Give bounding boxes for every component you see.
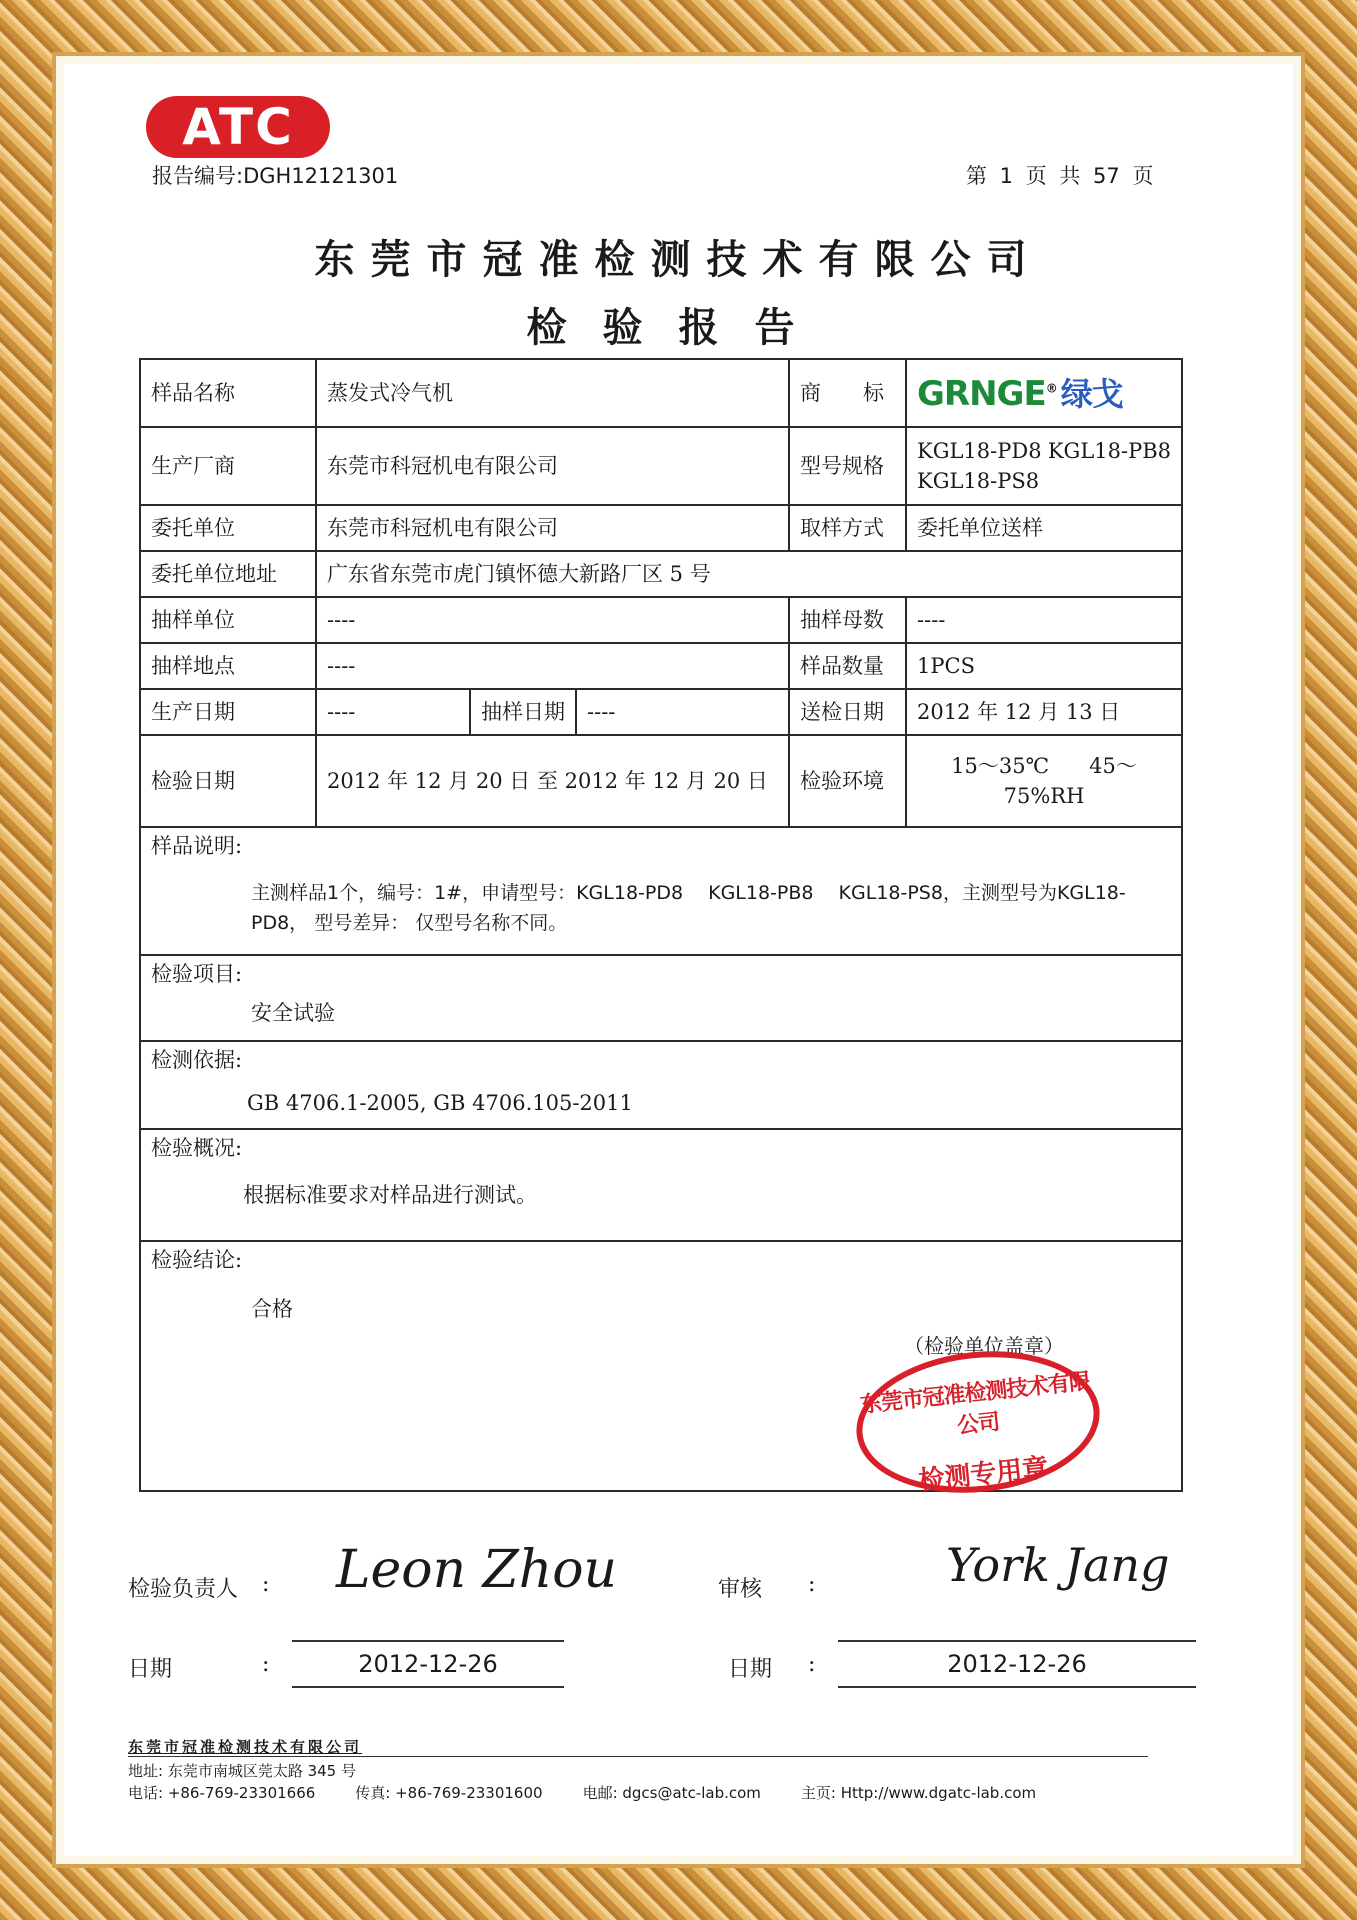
sample-desc-label: 样品说明: [151, 834, 243, 858]
reviewer-signature-line [838, 1640, 1196, 1642]
table-row [140, 359, 1182, 427]
brand-logo-cn: 绿戈 [1060, 374, 1123, 413]
table-row [140, 597, 1182, 643]
inspector-date-colon: : [262, 1652, 270, 1677]
footer-email: 电邮: dgcs@atc-lab.com [582, 1784, 761, 1802]
report-number [152, 160, 398, 190]
footer-contacts [128, 1782, 1036, 1803]
table-row [140, 505, 1182, 551]
company-title: 东莞市冠准检测技术有限公司 [314, 236, 1043, 283]
test-date-value: 2012 年 12 月 20 日 至 2012 年 12 月 20 日 [316, 735, 789, 827]
environment-label: 检验环境 [789, 735, 906, 827]
table-row [140, 955, 1182, 1041]
table-row [140, 735, 1182, 827]
inspector-date-label: 日期 [128, 1657, 173, 1682]
reviewer-date-line [838, 1686, 1196, 1688]
footer-website: 主页: Http://www.dgatc-lab.com [800, 1784, 1037, 1802]
model-row [917, 436, 1171, 466]
table-row [140, 689, 1182, 735]
production-date-value: ---- [316, 689, 470, 735]
report-title: 检验报告 [526, 304, 831, 351]
brand-label: 商 标 [789, 359, 906, 427]
sample-name-value: 蒸发式冷气机 [316, 359, 789, 427]
footer-address: 地址: 东莞市南城区莞太路 345 号 [128, 1762, 356, 1780]
sampling-method-label: 取样方式 [789, 505, 906, 551]
model-3: KGL18-PS8 [917, 469, 1040, 493]
test-basis-label: 检测依据: [151, 1048, 243, 1072]
manufacturer-label: 生产厂商 [140, 427, 316, 505]
atc-logo: ATC [146, 96, 330, 158]
inspector-date: 2012-12-26 [358, 1650, 498, 1678]
seal-bottom-text: 检测专用章 [917, 1452, 1050, 1497]
table-row [140, 1129, 1182, 1241]
manufacturer-value: 东莞市科冠机电有限公司 [316, 427, 789, 505]
table-row [140, 643, 1182, 689]
sampling-method-value: 委托单位送样 [906, 505, 1182, 551]
inspector-date-line [292, 1686, 564, 1688]
reviewer-date: 2012-12-26 [947, 1650, 1087, 1678]
brand-logo-reg: ® [1045, 381, 1057, 396]
environment-rh: 45～75%RH [1003, 754, 1137, 808]
overview-label: 检验概况: [151, 1136, 243, 1160]
sampling-base-label: 抽样母数 [789, 597, 906, 643]
reviewer-label: 审核 [718, 1577, 763, 1602]
sampling-place-value: ---- [316, 643, 789, 689]
test-items-cell [140, 955, 1182, 1041]
sample-qty-value: 1PCS [906, 643, 1182, 689]
client-address-value: 广东省东莞市虎门镇怀德大新路厂区 5 号 [316, 551, 1182, 597]
brand-logo [917, 374, 1123, 414]
sampling-place-label: 抽样地点 [140, 643, 316, 689]
reviewer-colon: : [808, 1572, 816, 1597]
seal-top-text: 东莞市冠准检测技术有限公司 [858, 1369, 1092, 1440]
reviewer-date-label: 日期 [728, 1657, 773, 1682]
inspector-signature-line [292, 1640, 564, 1642]
client-address-label: 委托单位地址 [140, 551, 316, 597]
model-label: 型号规格 [789, 427, 906, 505]
environment-value [906, 735, 1182, 827]
reviewer-date-colon: : [808, 1652, 816, 1677]
production-date-label: 生产日期 [140, 689, 316, 735]
sampling-date-label: 抽样日期 [470, 689, 576, 735]
reviewer-signature: York Jang [946, 1538, 1170, 1592]
sampling-unit-label: 抽样单位 [140, 597, 316, 643]
inspector-colon: : [262, 1572, 270, 1597]
sample-name-label: 样品名称 [140, 359, 316, 427]
sampling-date-value: ---- [576, 689, 789, 735]
model-2: KGL18-PB8 [1047, 439, 1172, 463]
test-items-label: 检验项目: [151, 962, 243, 986]
report-number-value: DGH12121301 [243, 164, 399, 188]
test-basis-value: GB 4706.1-2005, GB 4706.105-2011 [247, 1091, 633, 1115]
footer-fax: 传真: +86-769-23301600 [355, 1784, 543, 1802]
report-number-label: 报告编号: [152, 164, 244, 188]
conclusion-value: 合格 [251, 1297, 293, 1321]
table-row [140, 827, 1182, 955]
overview-value: 根据标准要求对样品进行测试。 [243, 1183, 537, 1207]
table-row [140, 1041, 1182, 1129]
seal-note: （检验单位盖章） [904, 1334, 1064, 1358]
test-basis-cell [140, 1041, 1182, 1129]
test-items-value: 安全试验 [251, 1001, 335, 1025]
footer-divider [128, 1756, 1148, 1757]
inspector-signature: Leon Zhou [336, 1540, 618, 1600]
sample-desc-value: 主测样品1个，编号：1#，申请型号：KGL18-PD8 KGL18-PB8 KGL18-PS8，主测型号为KGL18-PD8， 型号差异： 仅型号名称不同。 [251, 882, 1126, 934]
overview-cell [140, 1129, 1182, 1241]
sampling-unit-value: ---- [316, 597, 789, 643]
inspector-label: 检验负责人 [128, 1577, 239, 1602]
test-date-label: 检验日期 [140, 735, 316, 827]
sampling-base-value: ---- [906, 597, 1182, 643]
client-value: 东莞市科冠机电有限公司 [316, 505, 789, 551]
environment-temp: 15～35℃ [951, 754, 1050, 778]
sample-desc-cell [140, 827, 1182, 955]
table-row [140, 551, 1182, 597]
sample-qty-label: 样品数量 [789, 643, 906, 689]
brand-logo-text: GRNGE [917, 373, 1046, 414]
model-1: KGL18-PD8 [917, 439, 1042, 463]
submit-date-label: 送检日期 [789, 689, 906, 735]
submit-date-value: 2012 年 12 月 13 日 [906, 689, 1182, 735]
table-row [140, 427, 1182, 505]
client-label: 委托单位 [140, 505, 316, 551]
footer-company: 东莞市冠准检测技术有限公司 [128, 1738, 363, 1756]
report-table [139, 358, 1183, 1492]
footer-phone: 电话: +86-769-23301666 [128, 1784, 316, 1802]
brand-logo-cell [906, 359, 1182, 427]
page-info: 第 1 页 共 57 页 [966, 164, 1154, 188]
conclusion-label: 检验结论: [151, 1248, 243, 1272]
model-value [906, 427, 1182, 505]
